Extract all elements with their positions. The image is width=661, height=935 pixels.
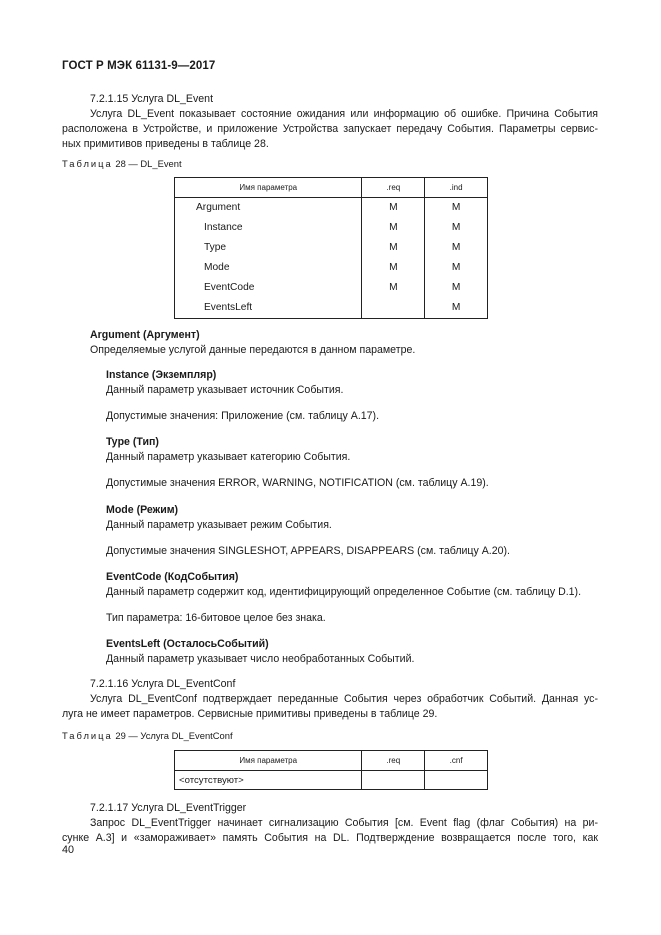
ind-cell: M [425, 298, 488, 319]
caption-text: 28 — DL_Event [115, 158, 182, 169]
param-name-cell: Type [175, 238, 362, 258]
table-row [175, 298, 488, 319]
header-cell: .req [362, 751, 425, 771]
table-row [175, 278, 488, 298]
paragraph-line: расположена в Устройстве, и приложение Устройства запускает передачу События. Параметры сервис- [62, 123, 598, 135]
table-row [175, 258, 488, 278]
param-name-cell: Argument [175, 198, 362, 218]
paragraph-line: ных примитивов приведены в таблице 28. [62, 138, 269, 150]
caption-prefix: Таблица [62, 158, 113, 169]
table-row [175, 198, 488, 218]
req-cell [362, 298, 425, 319]
table-28 [174, 177, 488, 319]
table-row [175, 771, 488, 790]
param-values: Допустимые значения SINGLESHOT, APPEARS, DISAPPEARS (см. таблицу А.20). [106, 545, 510, 557]
param-text: Определяемые услугой данные передаются в данном параметре. [90, 344, 416, 356]
cnf-cell [425, 771, 488, 790]
document-header: ГОСТ Р МЭК 61131-9—2017 [62, 60, 216, 72]
header-cell: .cnf [425, 751, 488, 771]
param-text: Данный параметр содержит код, идентифицирующий определенное Событие (см. таблицу D.1). [106, 586, 582, 598]
param-name-cell: Mode [175, 258, 362, 278]
table-header-row [175, 751, 488, 771]
header-cell: .ind [425, 178, 488, 198]
param-title-argument: Argument (Аргумент) [90, 329, 200, 341]
section-heading-7-2-1-15: 7.2.1.15 Услуга DL_Event [90, 93, 214, 105]
req-cell: M [362, 278, 425, 298]
req-cell: M [362, 198, 425, 218]
table-29 [174, 750, 488, 790]
param-values: Допустимые значения: Приложение (см. таблицу А.17). [106, 410, 380, 422]
paragraph-line: Услуга DL_EventConf подтверждает переданные События через обработчик Событий. Данная ус- [90, 693, 598, 705]
header-cell: .req [362, 178, 425, 198]
paragraph-line: луга не имеет параметров. Сервисные примитивы приведены в таблице 29. [62, 708, 438, 720]
req-cell: M [362, 218, 425, 238]
paragraph-line: Запрос DL_EventTrigger начинает сигнализацию События [см. Event flag (флаг События) на ри- [90, 817, 598, 829]
param-name-cell: <отсутствуют> [175, 771, 362, 790]
param-title-mode: Mode (Режим) [106, 504, 179, 516]
param-name-cell: EventsLeft [175, 298, 362, 319]
param-title-instance: Instance (Экземпляр) [106, 369, 217, 381]
ind-cell: M [425, 238, 488, 258]
param-title-type: Type (Тип) [106, 436, 159, 448]
header-cell: Имя параметра [175, 751, 362, 771]
section-heading-7-2-1-17: 7.2.1.17 Услуга DL_EventTrigger [90, 802, 247, 814]
header-cell: Имя параметра [175, 178, 362, 198]
page-number: 40 [62, 844, 75, 856]
table-29-caption [62, 730, 233, 741]
param-text: Данный параметр указывает число необработанных Событий. [106, 653, 415, 665]
param-values: Тип параметра: 16-битовое целое без знака. [106, 612, 326, 624]
req-cell: M [362, 258, 425, 278]
param-title-eventsleft: EventsLeft (ОсталосьСобытий) [106, 638, 269, 650]
ind-cell: M [425, 218, 488, 238]
ind-cell: M [425, 258, 488, 278]
caption-text: 29 — Услуга DL_EventConf [115, 730, 233, 741]
table-header-row [175, 178, 488, 198]
param-name-cell: Instance [175, 218, 362, 238]
table-row [175, 238, 488, 258]
caption-prefix: Таблица [62, 730, 113, 741]
param-text: Данный параметр указывает категорию События. [106, 451, 351, 463]
ind-cell: M [425, 278, 488, 298]
req-cell: M [362, 238, 425, 258]
req-cell [362, 771, 425, 790]
ind-cell: M [425, 198, 488, 218]
param-title-eventcode: EventCode (КодСобытия) [106, 571, 239, 583]
section-heading-7-2-1-16: 7.2.1.16 Услуга DL_EventConf [90, 678, 236, 690]
table-row [175, 218, 488, 238]
table-28-caption [62, 158, 182, 169]
paragraph-line: Услуга DL_Event показывает состояние ожидания или информацию об ошибке. Причина События [90, 108, 598, 120]
param-name-cell: EventCode [175, 278, 362, 298]
param-values: Допустимые значения ERROR, WARNING, NOTIFICATION (см. таблицу А.19). [106, 477, 489, 489]
param-text: Данный параметр указывает режим События. [106, 519, 332, 531]
paragraph-line: сунке А.3] и «замораживает» память События на DL. Подтверждение возвращается после того, как [62, 832, 598, 844]
param-text: Данный параметр указывает источник События. [106, 384, 344, 396]
